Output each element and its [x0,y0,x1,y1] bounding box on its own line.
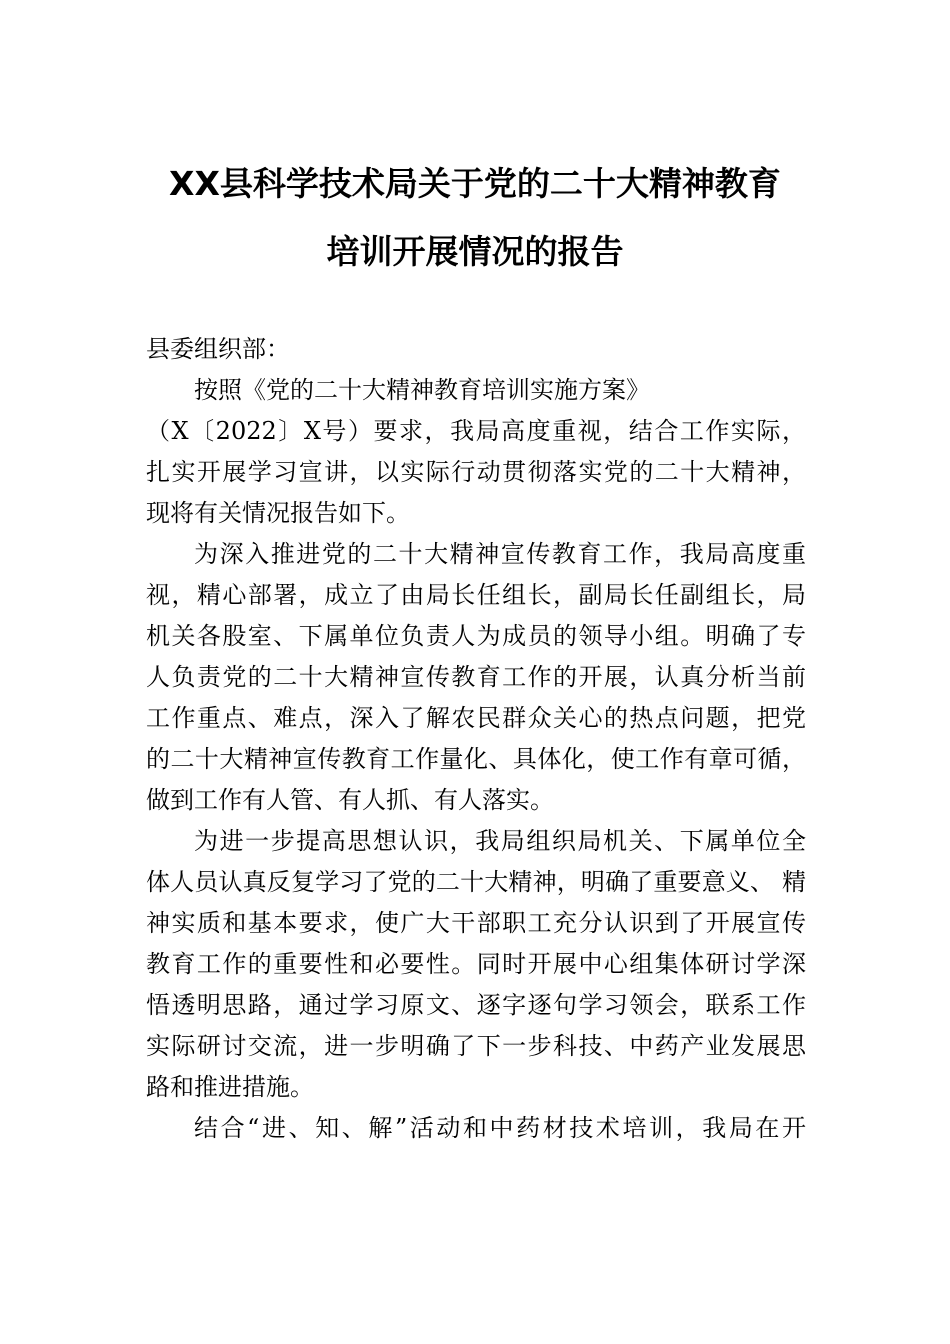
paragraph-2-line-2: 视，精心部署，成立了由局长任组长，副局长任副组长，局 [146,581,806,609]
paragraph-4-line-1: 结合“进、知、解”活动和中药材技术培训，我局在开 [194,1114,806,1142]
paragraph-2-line-6: 的二十大精神宣传教育工作量化、具体化，使工作有章可循， [146,745,806,773]
paragraph-3-line-4: 教育工作的重要性和必要性。同时开展中心组集体研讨学深 [146,950,806,978]
document-body [146,329,806,1149]
paragraph-1-line-1: 按照《党的二十大精神教育培训实施方案》 [194,376,650,404]
paragraph-2-line-4: 人负责党的二十大精神宣传教育工作的开展，认真分析当前 [146,663,806,691]
paragraph-1-line-4: 现将有关情况报告如下。 [146,499,410,527]
paragraph-3-line-1: 为进一步提高思想认识，我局组织局机关、下属单位全 [194,827,806,855]
paragraph-1-line-3: 扎实开展学习宣讲，以实际行动贯彻落实党的二十大精神， [146,458,806,486]
salutation: 县委组织部： [146,335,290,363]
document-title-line-2: 培训开展情况的报告 [326,232,624,271]
document-title-line-1: XX县科学技术局关于党的二十大精神教育 [169,164,781,203]
paragraph-2-line-1: 为深入推进党的二十大精神宣传教育工作，我局高度重 [194,540,806,568]
paragraph-2-line-3: 机关各股室、下属单位负责人为成员的领导小组。明确了专 [146,622,806,650]
paragraph-2-line-5: 工作重点、难点，深入了解农民群众关心的热点问题，把党 [146,704,806,732]
paragraph-3-line-3: 神实质和基本要求，使广大干部职工充分认识到了开展宣传 [146,909,806,937]
paragraph-1-line-2: （X〔2022〕X号）要求，我局高度重视，结合工作实际， [146,417,806,445]
paragraph-3-line-2: 体人员认真反复学习了党的二十大精神，明确了重要意义、 精 [146,868,806,896]
paragraph-3-line-6: 实际研讨交流，进一步明确了下一步科技、中药产业发展思 [146,1032,806,1060]
paragraph-3-line-7: 路和推进措施。 [146,1073,314,1101]
paragraph-2-line-7: 做到工作有人管、有人抓、有人落实。 [146,786,554,814]
paragraph-3-line-5: 悟透明思路，通过学习原文、逐字逐句学习领会，联系工作 [146,991,806,1019]
